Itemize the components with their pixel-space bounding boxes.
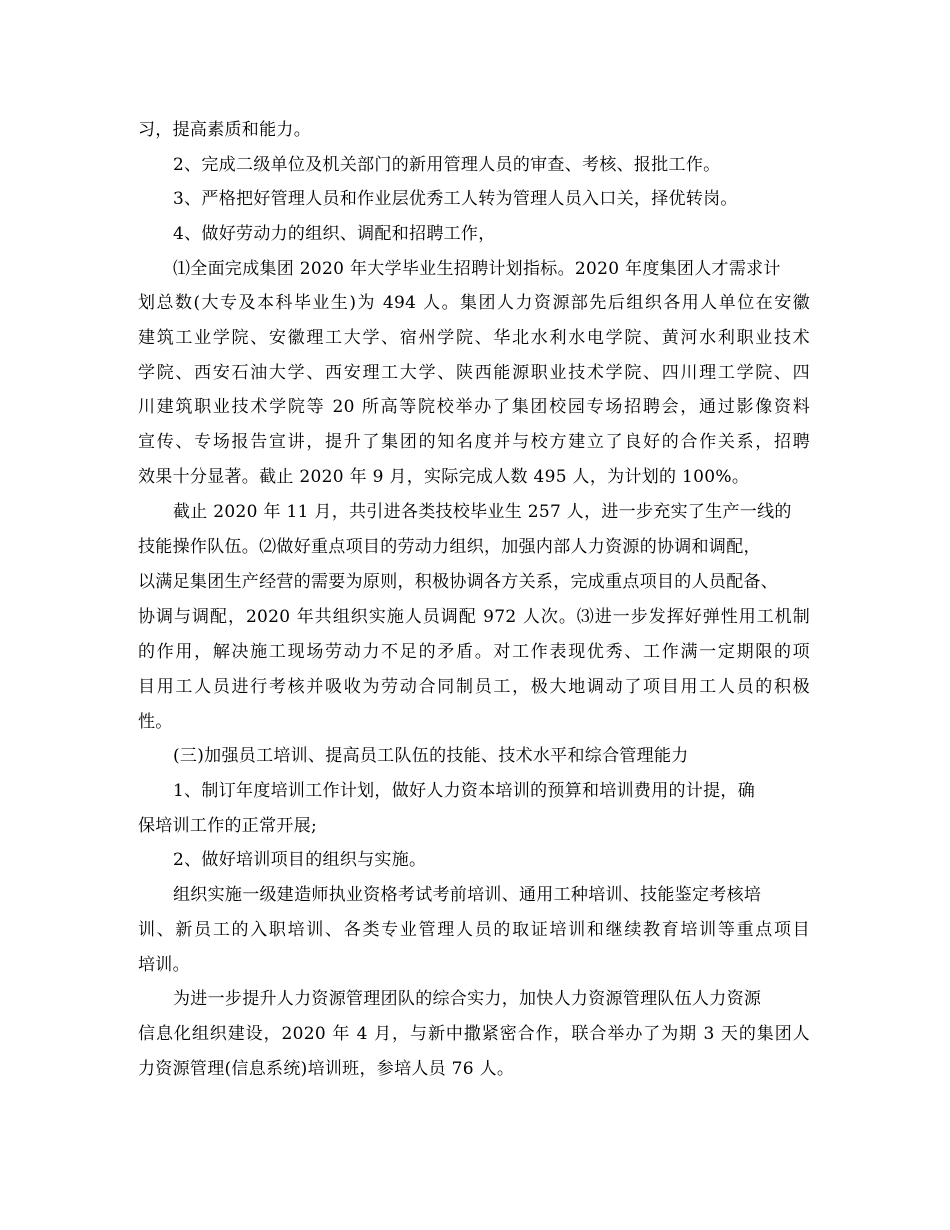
text-line: 技能操作队伍。⑵做好重点项目的劳动力组织，加强内部人力资源的协调和调配， xyxy=(138,537,761,557)
text-line: 的作用，解决施工现场劳动力不足的矛盾。对工作表现优秀、工作满一定期限的项 xyxy=(138,642,810,662)
text-line: 1、制订年度培训工作计划，做好人力资本培训的预算和培训费用的计提，确 xyxy=(173,781,756,801)
text-line: ⑴全面完成集团 2020 年大学毕业生招聘计划指标。2020 年度集团人才需求计 xyxy=(173,259,781,279)
text-line: 宣传、专场报告宣讲，提升了集团的知名度并与校方建立了良好的合作关系，招聘 xyxy=(138,432,810,452)
text-line: 性。 xyxy=(138,712,173,732)
text-line: 4、做好劳动力的组织、调配和招聘工作， xyxy=(173,224,496,244)
section-heading: (三)加强员工培训、提高员工队伍的技能、技术水平和综合管理能力 xyxy=(173,746,689,766)
text-line: 协调与调配，2020 年共组织实施人员调配 972 人次。⑶进一步发挥好弹性用工机制 xyxy=(138,607,810,627)
text-line: 以满足集团生产经营的需要为原则，积极协调各方关系，完成重点项目的人员配备、 xyxy=(138,572,779,592)
text-line: 力资源管理(信息系统)培训班，参培人员 76 人。 xyxy=(138,1059,515,1079)
text-line: 培训。 xyxy=(138,955,190,975)
text-line: 保培训工作的正常开展; xyxy=(138,816,318,836)
text-line: 3、严格把好管理人员和作业层优秀工人转为管理人员入口关，择优转岗。 xyxy=(173,189,738,209)
text-line: 习，提高素质和能力。 xyxy=(138,120,311,140)
text-line: 截止 2020 年 11 月，共引进各类技校毕业生 257 人，进一步充实了生产一线的 xyxy=(173,502,792,522)
text-line: 信息化组织建设，2020 年 4 月，与新中撒紧密合作，联合举办了为期 3 天的集团人 xyxy=(138,1024,810,1044)
text-line: 2、做好培训项目的组织与实施。 xyxy=(173,850,427,870)
text-line: 为进一步提升人力资源管理团队的综合实力，加快人力资源管理队伍人力资源 xyxy=(173,989,762,1009)
text-line: 2、完成二级单位及机关部门的新用管理人员的审查、考核、报批工作。 xyxy=(173,155,721,175)
text-line: 划总数(大专及本科毕业生)为 494 人。集团人力资源部先后组织各用人单位在安徽 xyxy=(138,293,810,313)
text-line: 川建筑职业技术学院等 20 所高等院校举办了集团校园专场招聘会，通过影像资料 xyxy=(138,397,810,417)
text-line: 组织实施一级建造师执业资格考试考前培训、通用工种培训、技能鉴定考核培 xyxy=(173,885,762,905)
text-line: 学院、西安石油大学、西安理工大学、陕西能源职业技术学院、四川理工学院、四 xyxy=(138,363,810,383)
text-line: 训、新员工的入职培训、各类专业管理人员的取证培训和继续教育培训等重点项目 xyxy=(138,920,810,940)
text-line: 建筑工业学院、安徽理工大学、宿州学院、华北水利水电学院、黄河水利职业技术 xyxy=(138,328,810,348)
text-line: 目用工人员进行考核并吸收为劳动合同制员工，极大地调动了项目用工人员的积极 xyxy=(138,677,810,697)
text-line: 效果十分显著。截止 2020 年 9 月，实际完成人数 495 人，为计划的 100%。 xyxy=(138,467,750,487)
